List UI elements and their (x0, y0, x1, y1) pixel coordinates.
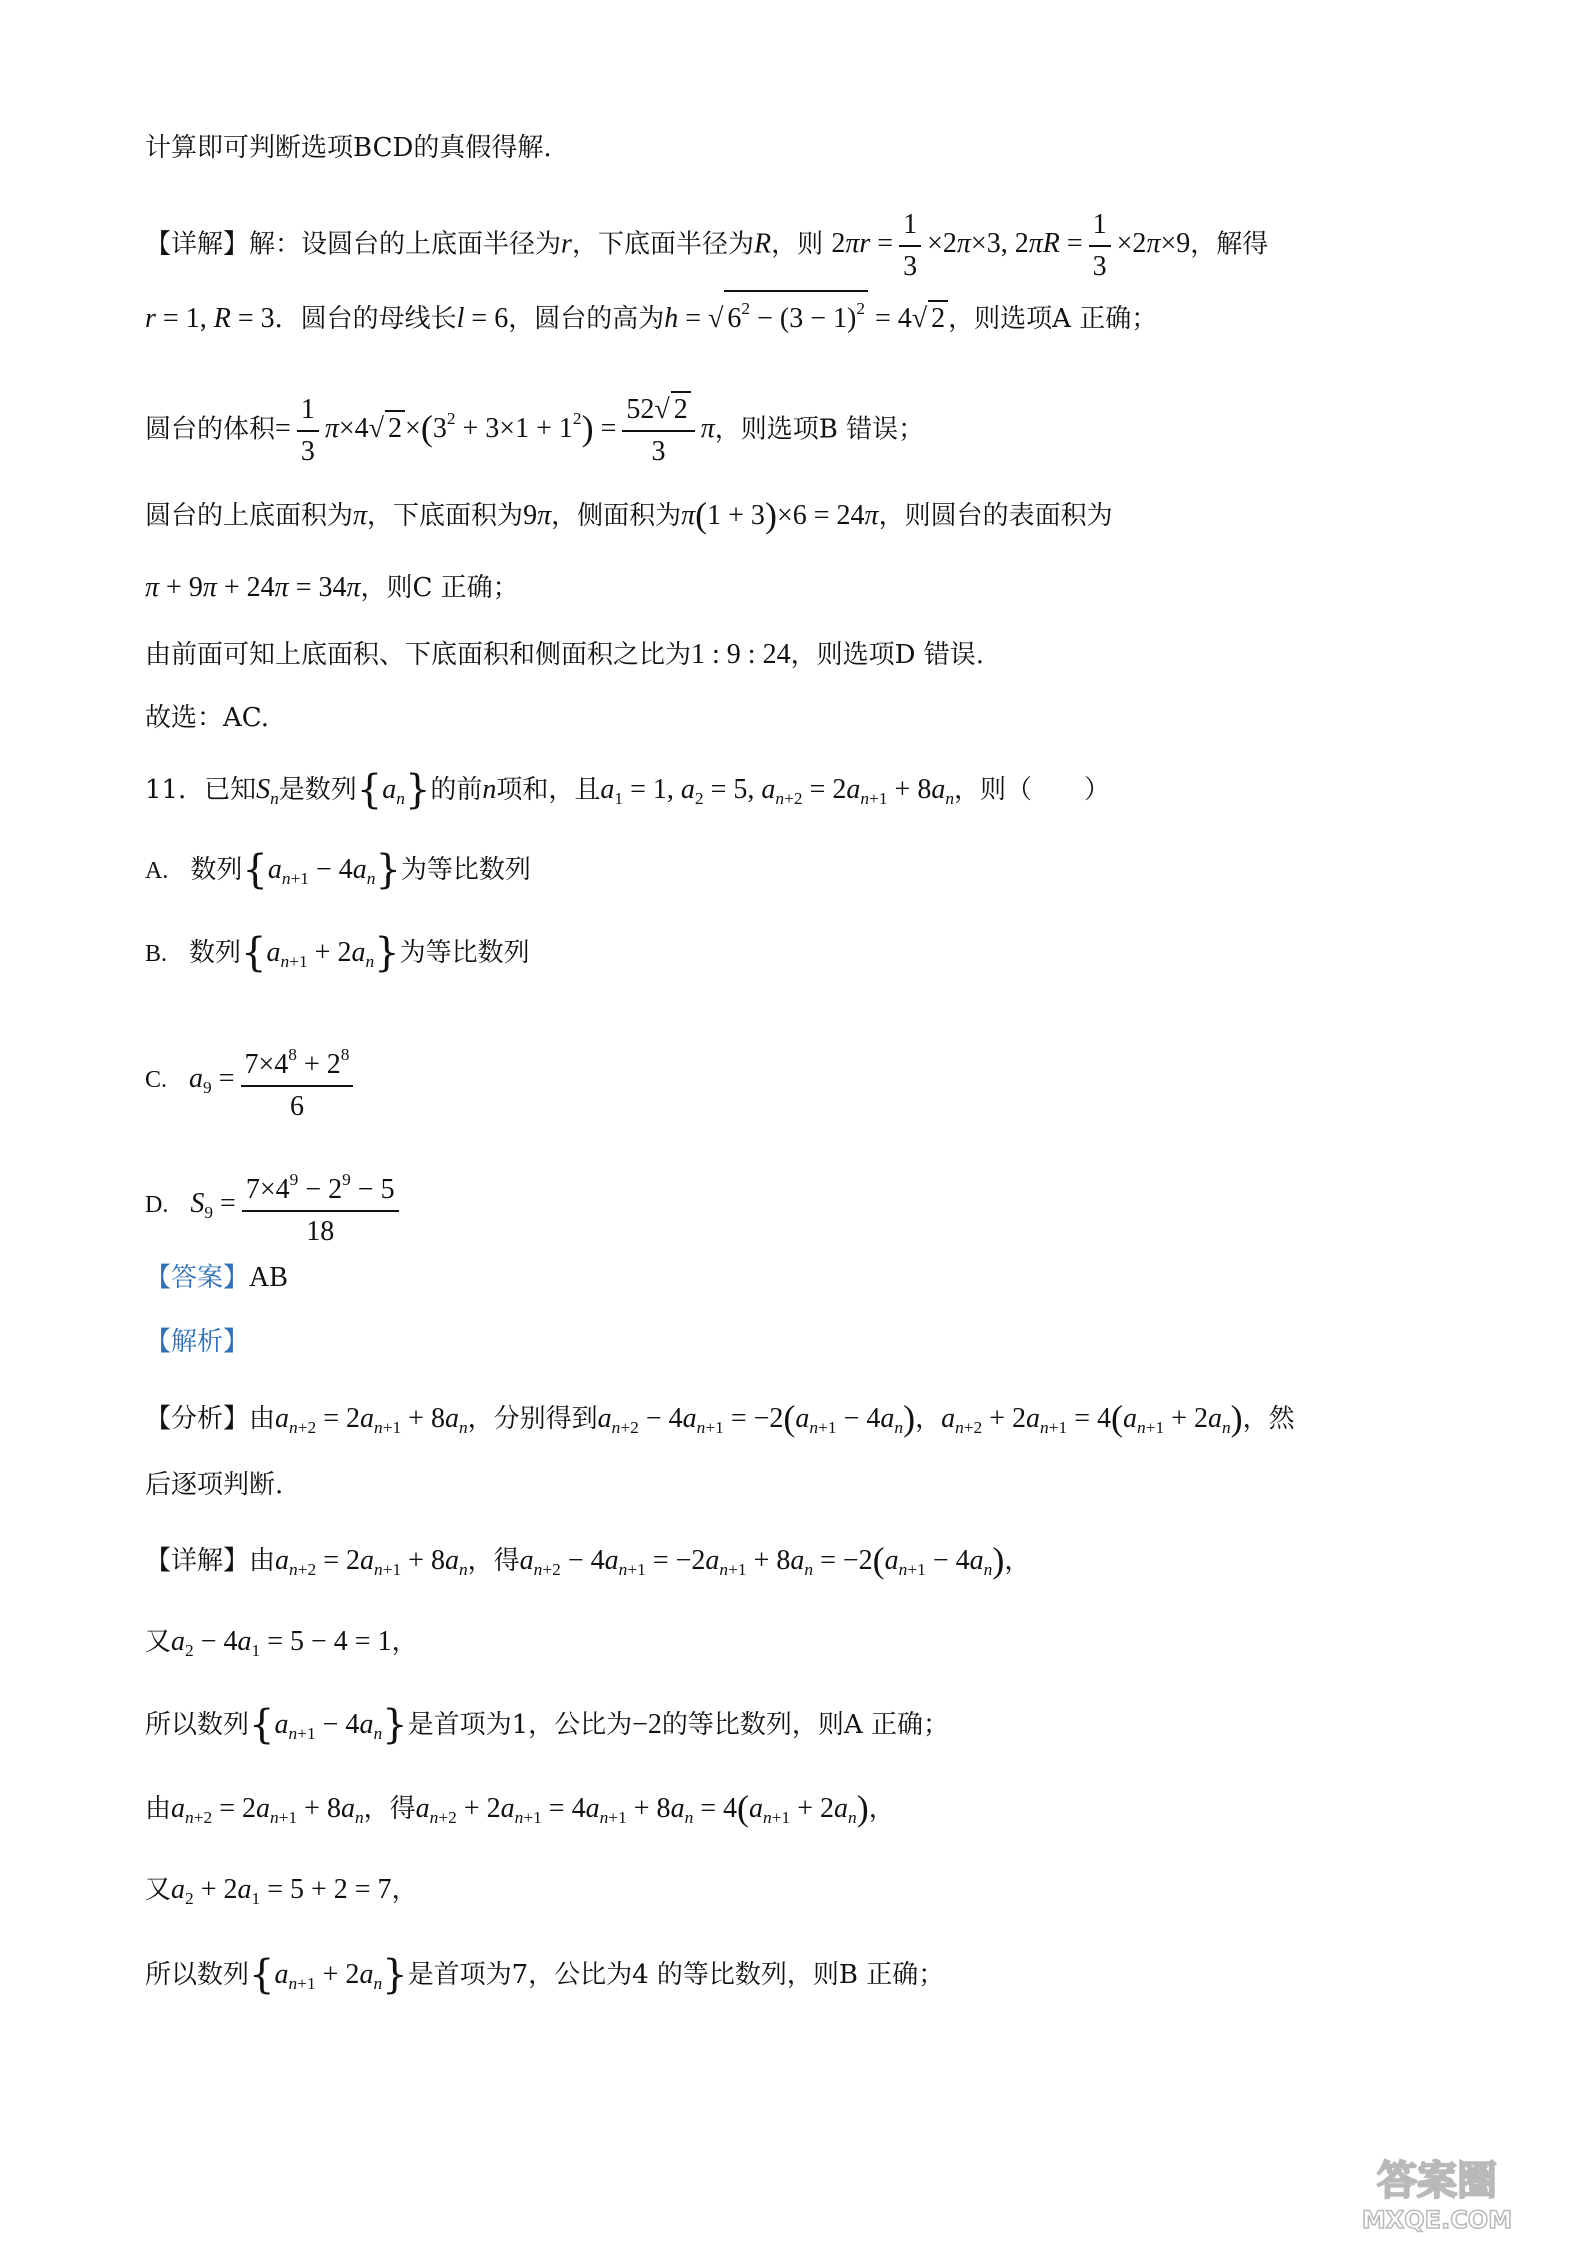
svg-text:答案圈: 答案圈 (1377, 2158, 1497, 2204)
text-line-2: 【详解】解：设圆台的上底面半径为r，下底面半径为R，则 2πr = $\frac{1}{3}$ ×2π×3, 2πR = $\frac{1}{3}$ ×2π×9，解得 (145, 205, 1268, 287)
text-seg: 所以数列 (145, 1710, 250, 1740)
answer-value: AB (249, 1262, 288, 1293)
fenxi-line-2: 后逐项判断. (145, 1470, 284, 1500)
text-seg: ，则 (771, 229, 824, 260)
text-seg: ，下底面半径为 (571, 229, 754, 260)
text-seg: ，圆台的高为 (508, 304, 665, 335)
text-seg: ，则选项B 错误； (714, 414, 925, 445)
equation: 1 : 9 : 24 (691, 639, 791, 670)
option-b: B. 数列$\{a_{n+1} + 2a_n\}$为等比数列 (145, 930, 530, 976)
text-seg: ，解得 (1190, 229, 1269, 260)
fenxi-line: 【分析】由$a_{n+2} = 2a_{n+1} + 8a_n$，分别得到$a_{n+2} - 4a_{n+1} = -2(a_{n+1} - 4a_n)$，$a_{n+2} + 2a_{n+1} = 4(a_{n+1} + 2a_n)$，然 (145, 1398, 1295, 1438)
text-seg: 解：设圆台的上底面半径为 (249, 229, 562, 260)
equation: l = 6 (456, 303, 509, 335)
suoyi-line-1: 所以数列$\{a_{n+1} - 4a_n\}$是首项为1，公比为−2的等比数列，则A 正确； (145, 1702, 949, 1748)
answer-line (145, 1258, 288, 1298)
text-seg: 数列 (189, 938, 242, 968)
text-seg: 由 (145, 1794, 172, 1824)
detail-tag: 【详解】 (145, 229, 250, 260)
text-seg: ，则选项D 错误. (790, 640, 984, 670)
detail-tag: 【详解】 (145, 1546, 250, 1576)
text-line-8: 故选：AC. (145, 703, 270, 733)
option-c (145, 1035, 359, 1127)
text-seg: ，则（ ） (954, 775, 1111, 805)
text-seg: ，然 (1242, 1404, 1295, 1434)
analysis-sub-tag: 【分析】 (145, 1404, 250, 1434)
text-seg: ，得 (363, 1794, 416, 1824)
text-seg: ，则C 正确； (360, 573, 519, 603)
equation: $S_9$ = $\frac{7\times 4^9 - 2^9 - 5}{18}$ (190, 1188, 404, 1219)
equation: π + 9π + 24π = 34π (145, 572, 361, 603)
text-seg: 11．已知 (145, 775, 257, 805)
text-seg: ， (868, 1794, 895, 1824)
text-seg: 由 (249, 1546, 276, 1576)
equation: 2πr = $\frac{1}{3}$ ×2π×3, 2πR = $\frac{1}{3}$ ×2π×9 (831, 228, 1190, 259)
option-label: A. (145, 858, 169, 884)
text-seg: 是首项为1，公比为 (407, 1710, 633, 1740)
you-line-3: 又$a_2 + 2a_1 = 5 + 2 = 7$， (145, 1874, 418, 1909)
you-line-1: 又$a_2 - 4a_1 = 5 - 4 = 1$， (145, 1626, 418, 1661)
text-seg: ，下底面积为 (367, 501, 524, 531)
equation: r = 1, R = 3 (145, 303, 275, 335)
equation: h = √ $6^2 - (3 - 1)^2 = 4√$ 2 (664, 303, 948, 334)
option-label: D. (145, 1192, 169, 1219)
text-seg: 由前面可知上底面积、下底面积和侧面积之比为 (145, 640, 692, 670)
text-seg: 所以数列 (145, 1960, 250, 1990)
text-seg: ， (1004, 1546, 1031, 1576)
answer-tag: 【答案】 (145, 1263, 250, 1293)
text-line-3 (145, 290, 1157, 339)
text-seg: ， (915, 1404, 942, 1434)
equation: $a_9$ = $\frac{7\times 4^8 + 2^8}{6}$ (189, 1063, 359, 1094)
equation: $a_1 = 1$, $a_2 = 5$, $a_{n+2} = 2a_{n+1} + 8a_n$ (600, 774, 955, 809)
text-seg: 圆台的上底面积为 (145, 501, 354, 531)
text-seg: 数列 (190, 855, 243, 885)
suoyi-line-2: 所以数列$\{a_{n+1} + 2a_n\}$是首项为7，公比为4 的等比数列，则B 正确； (145, 1952, 945, 1998)
text-seg: 是数列 (278, 775, 357, 805)
text-seg: 为等比数列 (400, 855, 531, 885)
text-seg: 由 (249, 1404, 276, 1434)
text-seg: 是首项为7，公比为4 的等比数列，则B 正确； (407, 1960, 945, 1990)
text-seg: ， (391, 1875, 418, 1905)
text-line-4 (145, 390, 924, 472)
text-line-6 (145, 568, 519, 608)
text-seg: 圆台的体积 (145, 414, 276, 445)
analysis-line (145, 1322, 249, 1362)
equation: = $\frac{1}{3}$ π×4√ $2 \times(3^2 + 3\times 1 + 1^2)$ = $\frac{52√ 2}{3}$ π (275, 413, 715, 444)
equation: π(1 + 3)×6 = 24π (681, 495, 879, 535)
option-label: B. (145, 941, 168, 967)
text-seg: ，侧面积为 (551, 501, 682, 531)
text-line-7 (145, 635, 984, 675)
text-seg: ．圆台的母线长 (274, 304, 457, 335)
option-a: A. 数列$\{a_{n+1} - 4a_n\}$为等比数列 (145, 847, 531, 893)
analysis-tag: 【解析】 (145, 1327, 250, 1357)
text-seg: 的等比数列，则A 正确； (661, 1710, 949, 1740)
text-seg: 的前 (430, 775, 483, 805)
option-label: C. (145, 1067, 168, 1094)
text-seg: ，分别得到 (467, 1404, 598, 1434)
you-line-2: 由$a_{n+2} = 2a_{n+1} + 8a_n$，得$a_{n+2} + 2a_{n+1} = 4a_{n+1} + 8a_n = 4(a_{n+1} + 2a_n)$， (145, 1788, 895, 1828)
question-11: 11．已知$S_n$是数列$\{a_n\}$的前n项和，且$a_1 = 1$, $a_2 = 5$, $a_{n+2} = 2a_{n+1} + 8a_n$，则（ ） (145, 767, 1111, 813)
text-seg: 又 (145, 1627, 172, 1657)
text-seg: 又 (145, 1875, 172, 1905)
option-d (145, 1160, 405, 1252)
text-seg: ，得 (467, 1546, 520, 1576)
text-seg: ，则选项A 正确； (948, 304, 1158, 335)
text-seg: ， (391, 1627, 418, 1657)
text-seg: ，则圆台的表面积为 (878, 501, 1113, 531)
watermark-logo (1317, 2150, 1557, 2235)
text-seg: 为等比数列 (399, 938, 530, 968)
svg-text:MXQE.COM: MXQE.COM (1361, 2206, 1513, 2234)
text-line-1: 计算即可判断选项BCD的真假得解. (145, 133, 552, 163)
text-seg: 项和，且 (496, 775, 601, 805)
xiangjie-line: 【详解】由$a_{n+2} = 2a_{n+1} + 8a_n$，得$a_{n+2} - 4a_{n+1} = -2a_{n+1} + 8a_n = -2(a_{n+1} - 4a_n)$， (145, 1540, 1031, 1580)
text-line-5: 圆台的上底面积为π，下底面积为9π，侧面积为π(1 + 3)×6 = 24π，则圆台的表面积为 (145, 495, 1113, 535)
